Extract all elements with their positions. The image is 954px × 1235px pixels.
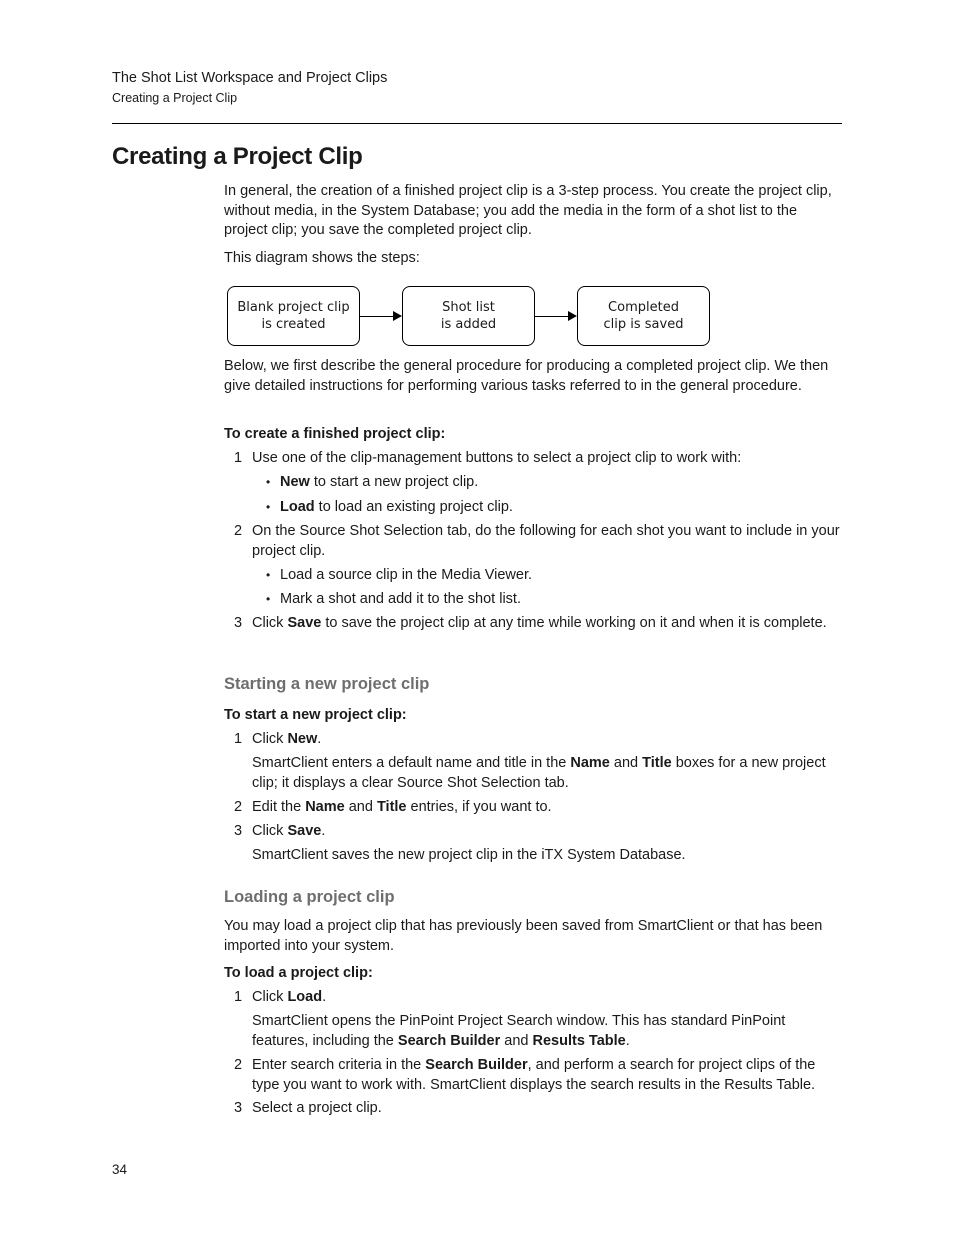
- diagram-step-2-line2: is added: [440, 317, 497, 332]
- step-result: SmartClient opens the PinPoint Project Search window. This has standard PinPoint features, including the Search Builder and Results Table.: [252, 1013, 786, 1049]
- diagram-step-3-line1: Completed: [608, 300, 679, 315]
- bullet-item: Load a source clip in the Media Viewer.: [280, 567, 533, 583]
- diagram-step-1-line2: is created: [261, 317, 326, 332]
- diagram-step-2: [402, 286, 535, 346]
- running-header-section: Creating a Project Clip: [112, 91, 238, 105]
- procedure-heading-new: To start a new project clip:: [224, 707, 407, 723]
- step-number: 3: [234, 1100, 243, 1116]
- header-divider: [112, 123, 842, 124]
- step-result: SmartClient saves the new project clip in the iTX System Database.: [252, 847, 686, 863]
- procedure-heading-create: To create a finished project clip:: [224, 426, 446, 442]
- step-text: Click New.: [252, 731, 322, 747]
- step-text: Edit the Name and Title entries, if you want to.: [252, 799, 552, 815]
- step-text: On the Source Shot Selection tab, do the following for each shot you want to include in your project clip.: [252, 523, 840, 559]
- step-text: Click Load.: [252, 989, 327, 1005]
- step-number: 1: [234, 731, 243, 747]
- bullet: •: [266, 500, 271, 514]
- page-number: 34: [112, 1162, 128, 1177]
- bullet-item: Mark a shot and add it to the shot list.: [280, 591, 521, 607]
- diagram-step-3-line2: clip is saved: [603, 317, 684, 332]
- page-title: Creating a Project Clip: [112, 143, 363, 170]
- step-text: Click Save to save the project clip at any time while working on it and when it is complete.: [252, 615, 827, 631]
- step-number: 1: [234, 450, 243, 466]
- diagram-intro: This diagram shows the steps:: [224, 250, 420, 266]
- diagram-step-2-line1: Shot list: [442, 300, 495, 315]
- intro-paragraph: In general, the creation of a finished project clip is a 3-step process. You create the project clip, without media, in the System Database; you add the media in the form of a shot list to the project clip; you save the completed project clip.: [224, 183, 832, 238]
- bullet-item: New to start a new project clip.: [280, 474, 479, 490]
- diagram-arrowhead-1: [393, 311, 402, 321]
- section-heading-new: Starting a new project clip: [224, 675, 430, 693]
- procedure-heading-load: To load a project clip:: [224, 965, 373, 981]
- section-heading-load: Loading a project clip: [224, 888, 395, 906]
- bullet: •: [266, 475, 271, 489]
- diagram-arrowhead-2: [568, 311, 577, 321]
- load-intro: You may load a project clip that has previously been saved from SmartClient or that has been imported into your system.: [224, 918, 823, 954]
- step-text: Click Save.: [252, 823, 326, 839]
- below-paragraph: Below, we first describe the general procedure for producing a completed project clip. We then give detailed instructions for performing various tasks referred to in the general procedure.: [224, 358, 829, 394]
- step-number: 2: [234, 799, 243, 815]
- step-number: 3: [234, 823, 243, 839]
- running-header-chapter: The Shot List Workspace and Project Clips: [112, 70, 388, 86]
- diagram-arrow-2: [535, 316, 569, 317]
- step-number: 3: [234, 615, 243, 631]
- diagram-arrow-1: [360, 316, 394, 317]
- bullet: •: [266, 592, 271, 606]
- step-number: 1: [234, 989, 243, 1005]
- diagram-step-1-line1: Blank project clip: [237, 300, 350, 315]
- step-text: Select a project clip.: [252, 1100, 382, 1116]
- step-result: SmartClient enters a default name and title in the Name and Title boxes for a new project clip; it displays a clear Source Shot Selection tab.: [252, 755, 826, 791]
- diagram-step-3: [577, 286, 710, 346]
- step-text: Use one of the clip-management buttons to select a project clip to work with:: [252, 450, 742, 466]
- step-number: 2: [234, 523, 243, 539]
- bullet-item: Load to load an existing project clip.: [280, 499, 513, 515]
- diagram-step-1: [227, 286, 360, 346]
- step-text: Enter search criteria in the Search Builder, and perform a search for project clips of the type you want to work with. SmartClient displays the search results in the Results Table.: [252, 1057, 816, 1093]
- bullet: •: [266, 568, 271, 582]
- step-number: 2: [234, 1057, 243, 1073]
